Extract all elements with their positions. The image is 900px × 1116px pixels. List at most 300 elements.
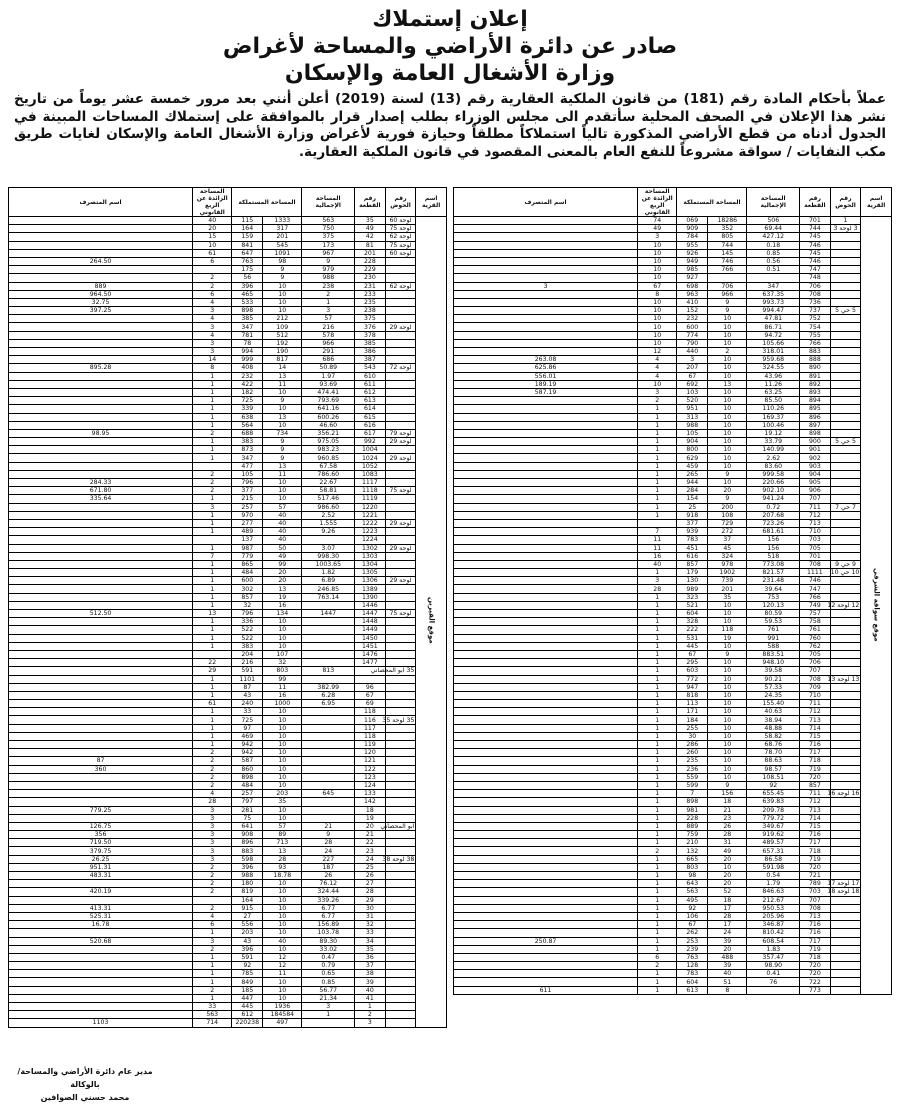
basin-cell bbox=[830, 388, 861, 396]
table-row bbox=[9, 397, 447, 405]
parcel-cell: 760 bbox=[800, 634, 831, 642]
basin-cell bbox=[830, 372, 861, 380]
expropriated-dunum-cell: 12 bbox=[263, 962, 302, 970]
total-area-cell: 1.83 bbox=[747, 945, 800, 953]
excess-area-cell: 2 bbox=[193, 274, 232, 282]
parcel-cell: 716 bbox=[800, 929, 831, 937]
total-area-cell: 39.64 bbox=[747, 585, 800, 593]
expropriated-meter-cell: 323 bbox=[677, 593, 708, 601]
parcel-cell: 123 bbox=[355, 773, 386, 781]
count-cell bbox=[454, 863, 638, 871]
count-cell bbox=[454, 536, 638, 544]
table-row bbox=[454, 790, 892, 798]
basin-cell bbox=[385, 757, 416, 765]
expropriated-meter-cell: 377 bbox=[677, 519, 708, 527]
expropriated-meter-cell: 262 bbox=[677, 929, 708, 937]
basin-cell bbox=[830, 282, 861, 290]
basin-cell bbox=[385, 831, 416, 839]
table-row bbox=[9, 601, 447, 609]
excess-area-cell: 1 bbox=[193, 413, 232, 421]
excess-area-cell: 10 bbox=[638, 274, 677, 282]
total-area-cell: 38.94 bbox=[747, 716, 800, 724]
parcel-cell: 709 bbox=[800, 683, 831, 691]
parcel-cell: 706 bbox=[800, 659, 831, 667]
total-area-cell: 238 bbox=[302, 282, 355, 290]
table-row bbox=[454, 741, 892, 749]
basin-cell: لوحة 29 bbox=[385, 454, 416, 462]
expropriated-dunum-cell: 9 bbox=[263, 454, 302, 462]
table-row bbox=[9, 257, 447, 265]
basin-cell bbox=[830, 339, 861, 347]
expropriated-meter-cell: 988 bbox=[232, 872, 263, 880]
total-area-cell: 983.23 bbox=[302, 446, 355, 454]
basin-cell bbox=[830, 519, 861, 527]
total-area-cell: 324.44 bbox=[302, 888, 355, 896]
count-cell bbox=[9, 528, 193, 536]
parcel-cell: 229 bbox=[355, 266, 386, 274]
table-row bbox=[454, 233, 892, 241]
parcel-cell: 715 bbox=[800, 732, 831, 740]
count-cell bbox=[454, 929, 638, 937]
table-row bbox=[9, 315, 447, 323]
expropriated-dunum-cell: 17 bbox=[708, 921, 747, 929]
table-row bbox=[454, 298, 892, 306]
col-basin: رقم الحوض bbox=[830, 188, 861, 217]
expropriated-meter-cell: 408 bbox=[232, 364, 263, 372]
parcel-cell: 708 bbox=[800, 675, 831, 683]
table-row bbox=[9, 372, 447, 380]
total-area-cell: 50.89 bbox=[302, 364, 355, 372]
expropriated-meter-cell: 255 bbox=[677, 724, 708, 732]
excess-area-cell: 4 bbox=[638, 364, 677, 372]
table-row bbox=[9, 970, 447, 978]
basin-cell bbox=[385, 470, 416, 478]
basin-cell bbox=[385, 528, 416, 536]
total-area-cell: 966 bbox=[302, 339, 355, 347]
expropriated-meter-cell: 818 bbox=[677, 691, 708, 699]
count-cell bbox=[454, 962, 638, 970]
expropriated-meter-cell: 43 bbox=[232, 691, 263, 699]
count-cell bbox=[9, 388, 193, 396]
expropriated-dunum-cell: 713 bbox=[263, 839, 302, 847]
excess-area-cell: 3 bbox=[193, 855, 232, 863]
basin-cell bbox=[830, 274, 861, 282]
expropriated-dunum-cell: 10 bbox=[263, 487, 302, 495]
table-row bbox=[9, 1011, 447, 1019]
excess-area-cell: 16 bbox=[638, 552, 677, 560]
expropriated-meter-cell: 988 bbox=[677, 421, 708, 429]
basin-cell: 12 لوحة 12 bbox=[827, 601, 860, 609]
count-cell bbox=[9, 585, 193, 593]
signatory-title: مدير عام دائرة الأراضي والمساحة/بالوكالة bbox=[17, 1067, 153, 1089]
expropriated-meter-cell: 32 bbox=[232, 601, 263, 609]
expropriated-meter-cell: 783 bbox=[677, 536, 708, 544]
parcel-cell: 142 bbox=[355, 798, 386, 806]
total-area-cell: 773.08 bbox=[747, 560, 800, 568]
table-row bbox=[454, 266, 892, 274]
expropriated-dunum-cell: 13 bbox=[263, 413, 302, 421]
excess-area-cell: 1 bbox=[193, 569, 232, 577]
expropriated-meter-cell: 994 bbox=[232, 348, 263, 356]
expropriated-meter-cell: 396 bbox=[232, 282, 263, 290]
expropriated-dunum-cell: 10 bbox=[263, 626, 302, 634]
expropriated-dunum-cell: 10 bbox=[708, 642, 747, 650]
basin-cell bbox=[385, 380, 416, 388]
expropriated-meter-cell: 598 bbox=[232, 855, 263, 863]
expropriated-meter-cell: 154 bbox=[677, 495, 708, 503]
basin-cell bbox=[830, 495, 861, 503]
count-cell bbox=[454, 511, 638, 519]
excess-area-cell: 1 bbox=[193, 380, 232, 388]
table-row bbox=[9, 667, 447, 675]
col-basin: رقم الحوض bbox=[385, 188, 416, 217]
parcel-cell: 124 bbox=[355, 781, 386, 789]
table-row bbox=[9, 773, 447, 781]
total-area-cell: 563 bbox=[302, 217, 355, 225]
expropriated-meter-cell: 531 bbox=[677, 634, 708, 642]
total-area-cell: 26 bbox=[302, 872, 355, 880]
basin-cell bbox=[385, 765, 416, 773]
total-area-cell bbox=[302, 757, 355, 765]
expropriated-dunum-cell: 51 bbox=[708, 978, 747, 986]
basin-cell bbox=[385, 372, 416, 380]
count-cell bbox=[454, 896, 638, 904]
total-area-cell: 98.57 bbox=[747, 765, 800, 773]
parcel-cell: 34 bbox=[355, 937, 386, 945]
total-area-cell bbox=[302, 601, 355, 609]
basin-cell bbox=[385, 708, 416, 716]
expropriated-dunum-cell: 10 bbox=[708, 413, 747, 421]
expropriated-meter-cell: 97 bbox=[232, 724, 263, 732]
expropriated-meter-cell: 56 bbox=[232, 274, 263, 282]
total-area-cell: 108.51 bbox=[747, 773, 800, 781]
table-row bbox=[454, 257, 892, 265]
count-cell: 379.75 bbox=[9, 847, 193, 855]
excess-area-cell: 3 bbox=[193, 839, 232, 847]
expropriated-dunum-cell: 9 bbox=[708, 307, 747, 315]
parcel-cell: 722 bbox=[800, 978, 831, 986]
table-row bbox=[9, 732, 447, 740]
count-cell bbox=[454, 348, 638, 356]
expropriated-dunum-cell: 9 bbox=[263, 446, 302, 454]
excess-area-cell: 1 bbox=[193, 978, 232, 986]
total-area-cell: 506 bbox=[747, 217, 800, 225]
total-area-cell: 998.30 bbox=[302, 552, 355, 560]
parcel-cell: 746 bbox=[800, 241, 831, 249]
basin-cell bbox=[830, 642, 861, 650]
excess-area-cell: 1 bbox=[638, 470, 677, 478]
basin-cell bbox=[385, 741, 416, 749]
total-area-cell bbox=[302, 814, 355, 822]
expropriated-meter-cell: 927 bbox=[677, 274, 708, 282]
total-area-cell: 28 bbox=[302, 839, 355, 847]
expropriated-dunum-cell: 11 bbox=[263, 470, 302, 478]
expropriated-meter-cell: 235 bbox=[677, 757, 708, 765]
expropriated-dunum-cell: 10 bbox=[708, 405, 747, 413]
count-cell bbox=[9, 953, 193, 961]
parcel-cell: 40 bbox=[355, 986, 386, 994]
total-area-cell: 173 bbox=[302, 241, 355, 249]
total-area-cell: 58.81 bbox=[302, 487, 355, 495]
expropriated-meter-cell: 616 bbox=[677, 552, 708, 560]
total-area-cell: 1.82 bbox=[302, 569, 355, 577]
table-row bbox=[9, 790, 447, 798]
parcel-cell: 745 bbox=[800, 233, 831, 241]
basin-cell bbox=[830, 667, 861, 675]
count-cell bbox=[9, 626, 193, 634]
excess-area-cell: 2 bbox=[638, 847, 677, 855]
table-row bbox=[9, 241, 447, 249]
table-row bbox=[454, 937, 892, 945]
basin-cell bbox=[385, 732, 416, 740]
basin-cell bbox=[830, 618, 861, 626]
excess-area-cell: 1 bbox=[193, 683, 232, 691]
excess-area-cell: 2 bbox=[193, 880, 232, 888]
parcel-cell: 762 bbox=[800, 642, 831, 650]
basin-cell bbox=[385, 839, 416, 847]
table-row bbox=[9, 904, 447, 912]
parcel-cell: 28 bbox=[355, 888, 386, 896]
excess-area-cell: 1 bbox=[638, 683, 677, 691]
basin-cell bbox=[385, 503, 416, 511]
table-row bbox=[454, 700, 892, 708]
basin-cell bbox=[385, 634, 416, 642]
expropriated-meter-cell: 898 bbox=[232, 773, 263, 781]
total-area-cell: 0.41 bbox=[747, 970, 800, 978]
excess-area-cell: 2 bbox=[193, 429, 232, 437]
total-area-cell: 375 bbox=[302, 233, 355, 241]
excess-area-cell: 1 bbox=[638, 757, 677, 765]
total-area-cell: 346.87 bbox=[747, 921, 800, 929]
total-area-cell: 846.63 bbox=[747, 888, 800, 896]
total-area-cell: 89.30 bbox=[302, 937, 355, 945]
excess-area-cell: 1 bbox=[638, 708, 677, 716]
total-area-cell: 6.95 bbox=[302, 700, 355, 708]
basin-cell bbox=[830, 773, 861, 781]
table-row bbox=[454, 274, 892, 282]
total-area-cell: 810.42 bbox=[747, 929, 800, 937]
expropriated-meter-cell: 951 bbox=[677, 405, 708, 413]
expropriated-meter-cell: 469 bbox=[232, 732, 263, 740]
expropriated-meter-cell: 159 bbox=[232, 233, 263, 241]
parcel-cell: 615 bbox=[355, 413, 386, 421]
excess-area-cell: 1 bbox=[193, 708, 232, 716]
count-cell bbox=[454, 618, 638, 626]
total-area-cell: 600.26 bbox=[302, 413, 355, 421]
parcel-cell: 711 bbox=[800, 790, 831, 798]
parcel-cell: 716 bbox=[800, 741, 831, 749]
total-area-cell: 993.73 bbox=[747, 298, 800, 306]
expropriated-meter-cell: 942 bbox=[232, 749, 263, 757]
expropriated-meter-cell: 78 bbox=[232, 339, 263, 347]
count-cell bbox=[9, 560, 193, 568]
count-cell bbox=[9, 372, 193, 380]
table-row bbox=[454, 479, 892, 487]
count-cell bbox=[9, 577, 193, 585]
excess-area-cell: 2 bbox=[193, 945, 232, 953]
expropriated-dunum-cell: 10 bbox=[263, 741, 302, 749]
basin-cell bbox=[830, 724, 861, 732]
table-row bbox=[454, 462, 892, 470]
expropriated-meter-cell: 232 bbox=[232, 372, 263, 380]
table-row bbox=[454, 683, 892, 691]
table-row bbox=[454, 822, 892, 830]
expropriated-meter-cell: 865 bbox=[232, 560, 263, 568]
parcel-cell: 238 bbox=[355, 307, 386, 315]
basin-cell bbox=[830, 855, 861, 863]
expropriated-dunum-cell: 10 bbox=[263, 994, 302, 1002]
parcel-cell: 31 bbox=[355, 912, 386, 920]
table-row bbox=[454, 872, 892, 880]
count-cell bbox=[454, 339, 638, 347]
table-row bbox=[454, 945, 892, 953]
basin-cell: 35 لوحة 35 bbox=[382, 716, 415, 724]
excess-area-cell: 10 bbox=[638, 307, 677, 315]
expropriated-meter-cell: 781 bbox=[232, 331, 263, 339]
table-row bbox=[454, 323, 892, 331]
table-row bbox=[454, 896, 892, 904]
count-cell bbox=[9, 659, 193, 667]
total-area-cell bbox=[302, 765, 355, 773]
expropriated-dunum-cell: 803 bbox=[263, 667, 302, 675]
table-row bbox=[454, 806, 892, 814]
count-cell: 512.50 bbox=[9, 610, 193, 618]
table-row bbox=[9, 683, 447, 691]
count-cell bbox=[9, 397, 193, 405]
expropriated-dunum-cell: 10 bbox=[708, 323, 747, 331]
excess-area-cell: 1 bbox=[193, 642, 232, 650]
count-cell bbox=[454, 479, 638, 487]
parcel-cell: 707 bbox=[800, 896, 831, 904]
expropriated-dunum-cell: 192 bbox=[263, 339, 302, 347]
parcel-cell: 69 bbox=[355, 700, 386, 708]
expropriated-dunum-cell: 9 bbox=[263, 397, 302, 405]
expropriated-meter-cell: 774 bbox=[677, 331, 708, 339]
expropriated-dunum-cell: 10 bbox=[263, 986, 302, 994]
parcel-cell: 707 bbox=[800, 495, 831, 503]
total-area-cell: 216 bbox=[302, 323, 355, 331]
parcel-cell: 710 bbox=[800, 691, 831, 699]
total-area-cell: 24.35 bbox=[747, 691, 800, 699]
count-cell bbox=[454, 806, 638, 814]
parcel-cell: 896 bbox=[800, 413, 831, 421]
excess-area-cell: 1 bbox=[638, 495, 677, 503]
expropriated-dunum-cell: 734 bbox=[263, 429, 302, 437]
expropriated-meter-cell: 495 bbox=[677, 896, 708, 904]
excess-area-cell: 1 bbox=[638, 904, 677, 912]
count-cell: 671.80 bbox=[9, 487, 193, 495]
table-row bbox=[454, 618, 892, 626]
parcel-cell: 992 bbox=[355, 438, 386, 446]
total-area-cell: 349.67 bbox=[747, 822, 800, 830]
count-cell bbox=[454, 921, 638, 929]
expropriated-meter-cell: 383 bbox=[232, 642, 263, 650]
parcel-cell: 716 bbox=[800, 921, 831, 929]
table-row bbox=[9, 978, 447, 986]
basin-cell bbox=[385, 339, 416, 347]
expropriated-meter-cell: 599 bbox=[677, 781, 708, 789]
parcel-cell: 35 bbox=[355, 945, 386, 953]
signature-block bbox=[10, 1065, 160, 1104]
expropriated-dunum-cell: 19 bbox=[708, 634, 747, 642]
table-row bbox=[454, 331, 892, 339]
basin-cell bbox=[830, 290, 861, 298]
parcel-cell: 718 bbox=[800, 847, 831, 855]
basin-cell: 5 حي 5 bbox=[830, 438, 861, 446]
expropriated-dunum-cell: 20 bbox=[708, 945, 747, 953]
table-row bbox=[9, 962, 447, 970]
total-area-cell: 3 bbox=[302, 307, 355, 315]
expropriated-meter-cell: 989 bbox=[677, 585, 708, 593]
total-area-cell: 76.12 bbox=[302, 880, 355, 888]
expropriated-meter-cell: 184 bbox=[677, 716, 708, 724]
excess-area-cell: 22 bbox=[193, 659, 232, 667]
total-area-cell: 57 bbox=[302, 315, 355, 323]
parcel-cell: 711 bbox=[800, 700, 831, 708]
parcel-cell: 749 bbox=[800, 601, 831, 609]
count-cell bbox=[9, 544, 193, 552]
table-row bbox=[9, 814, 447, 822]
expropriated-meter-cell: 281 bbox=[232, 806, 263, 814]
excess-area-cell bbox=[193, 896, 232, 904]
total-area-cell: 209.78 bbox=[747, 806, 800, 814]
excess-area-cell: 1 bbox=[193, 511, 232, 519]
total-area-cell: 140.99 bbox=[747, 446, 800, 454]
count-cell: 483.31 bbox=[9, 872, 193, 880]
table-row bbox=[9, 757, 447, 765]
expropriated-meter-cell: 232 bbox=[677, 315, 708, 323]
parcel-cell: 118 bbox=[355, 732, 386, 740]
basin-cell bbox=[830, 978, 861, 986]
basin-cell bbox=[830, 708, 861, 716]
basin-cell bbox=[830, 904, 861, 912]
excess-area-cell: 1 bbox=[638, 798, 677, 806]
count-cell bbox=[454, 626, 638, 634]
count-cell bbox=[454, 945, 638, 953]
table-row bbox=[454, 470, 892, 478]
col-total-area: المساحة الإجمالية bbox=[302, 188, 355, 217]
count-cell bbox=[454, 953, 638, 961]
excess-area-cell: 1 bbox=[638, 601, 677, 609]
expropriated-meter-cell: 688 bbox=[232, 429, 263, 437]
expropriated-meter-cell: 944 bbox=[677, 479, 708, 487]
excess-area-cell: 1 bbox=[193, 438, 232, 446]
basin-cell bbox=[830, 798, 861, 806]
excess-area-cell: 2 bbox=[193, 773, 232, 781]
table-row bbox=[9, 470, 447, 478]
total-area-cell: 6.28 bbox=[302, 691, 355, 699]
expropriated-dunum-cell: 10 bbox=[708, 773, 747, 781]
total-area-cell: 517.46 bbox=[302, 495, 355, 503]
parcel-cell: 378 bbox=[355, 331, 386, 339]
excess-area-cell: 33 bbox=[193, 1003, 232, 1011]
basin-cell bbox=[385, 257, 416, 265]
basin-cell bbox=[830, 405, 861, 413]
parcel-cell: 766 bbox=[800, 339, 831, 347]
basin-cell bbox=[385, 388, 416, 396]
expropriated-dunum-cell: 10 bbox=[708, 700, 747, 708]
parcel-cell: 789 bbox=[800, 880, 831, 888]
table-row bbox=[454, 560, 892, 568]
expropriated-meter-cell: 643 bbox=[677, 880, 708, 888]
table-row bbox=[9, 225, 447, 233]
total-area-cell bbox=[302, 806, 355, 814]
count-cell: 263.08 bbox=[454, 356, 638, 364]
expropriated-dunum-cell: 26 bbox=[708, 822, 747, 830]
total-area-cell: 902.10 bbox=[747, 487, 800, 495]
count-cell bbox=[454, 732, 638, 740]
expropriated-meter-cell: 521 bbox=[677, 601, 708, 609]
